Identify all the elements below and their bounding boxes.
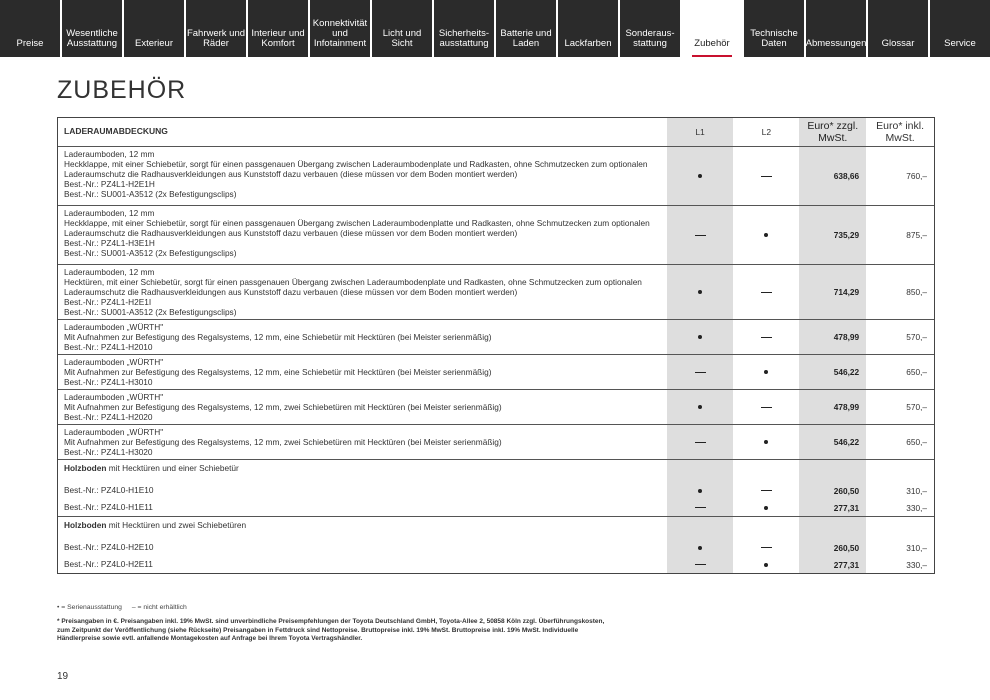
nav-tab-label: Preise xyxy=(16,38,44,49)
not-available-dash-icon xyxy=(695,235,706,236)
price-net xyxy=(799,517,866,539)
availability-l2 xyxy=(733,556,799,573)
order-number: Best.-Nr.: PZ4L0-H1E11 xyxy=(64,502,153,512)
table-row xyxy=(58,354,934,389)
product-name: Laderaumboden „WÜRTH" xyxy=(64,357,164,367)
nav-tab-label: Zubehör xyxy=(694,38,730,49)
availability-l2 xyxy=(733,482,799,499)
product-detail: Best.-Nr.: PZ4L1-H2E1H xyxy=(64,178,155,189)
nav-tab-label: Exterieur xyxy=(134,38,173,49)
price-footnote: * Preisangaben in €. Preisangaben inkl. 19% MwSt. sind unverbindliche Preisempfehlungen der Toyota Deutschland GmbH, Toyota-Allee 2, 50858 Köln zzgl. Überführungskosten, zum Zeitpunkt der Veröffentlichung (siehe Rückseite) Preisangaben in Fettdruck sind Nettopreise. Bruttopreise inkl. 19% MwSt. Bruttopreise inkl. 19% MwSt. Individuelle Händlerpreise sowie evtl. anfallende Montagekosten auf Anfrage bei Ihrem Toyota Vertragshändler. xyxy=(57,618,605,643)
row-description xyxy=(58,206,667,264)
price-gross: 650,– xyxy=(866,355,934,389)
availability-l2 xyxy=(733,460,799,482)
price-gross: 330,– xyxy=(866,556,934,573)
group-title xyxy=(58,517,667,539)
page-number: 19 xyxy=(57,671,69,682)
nav-tab-9[interactable] xyxy=(558,0,620,57)
group-header xyxy=(58,460,934,482)
nav-tab-4[interactable] xyxy=(248,0,310,57)
product-detail: Best.-Nr.: SU001-A3512 (2x Befestigungsclips) xyxy=(64,188,237,199)
header-price-net: Euro* zzgl. MwSt. xyxy=(799,118,866,146)
table-row xyxy=(58,264,934,319)
not-available-dash-icon xyxy=(761,176,772,177)
not-available-dash-icon xyxy=(695,372,706,373)
availability-l1 xyxy=(667,539,734,556)
nav-tab-label: Batterie und Laden xyxy=(500,28,552,49)
price-net: 546,22 xyxy=(799,355,866,389)
availability-l2 xyxy=(733,517,799,539)
order-number: Best.-Nr.: PZ4L0-H1E10 xyxy=(64,485,154,495)
availability-l1 xyxy=(667,460,734,482)
not-available-dash-icon xyxy=(695,507,706,508)
availability-l2 xyxy=(733,425,799,459)
availability-l2 xyxy=(733,539,799,556)
nav-tab-5[interactable] xyxy=(310,0,372,57)
header-category: LADERAUMABDECKUNG xyxy=(64,126,168,137)
availability-l1 xyxy=(667,206,734,264)
product-detail: Mit Aufnahmen zur Befestigung des Regalsystems, 12 mm, eine Schiebetür mit Hecktüren (bei Meister serienmäßig) xyxy=(64,331,492,342)
nav-tab-label: Interieur und Komfort xyxy=(251,28,305,49)
price-net: 277,31 xyxy=(799,556,866,573)
availability-l1 xyxy=(667,425,734,459)
availability-l2 xyxy=(733,206,799,264)
legend-not-available: – = nicht erhältlich xyxy=(131,604,187,611)
nav-tab-2[interactable] xyxy=(124,0,186,57)
product-name: Laderaumboden „WÜRTH" xyxy=(64,427,164,437)
standard-dot-icon xyxy=(698,290,702,294)
header-price-gross: Euro* inkl. MwSt. xyxy=(866,118,934,146)
standard-dot-icon xyxy=(698,405,702,409)
nav-tab-label: Glossar xyxy=(881,38,915,49)
table-header xyxy=(58,118,934,146)
group-title-bold: Holzboden xyxy=(64,520,107,530)
price-net: 546,22 xyxy=(799,425,866,459)
availability-l1 xyxy=(667,147,734,205)
standard-dot-icon xyxy=(698,546,702,550)
standard-dot-icon xyxy=(764,506,768,510)
price-net: 277,31 xyxy=(799,499,866,516)
product-detail: Best.-Nr.: SU001-A3512 (2x Befestigungsclips) xyxy=(64,306,237,317)
nav-tab-label: Sicherheits-ausstattung xyxy=(438,28,490,49)
price-net: 735,29 xyxy=(799,206,866,264)
group-title-bold: Holzboden xyxy=(64,463,107,473)
row-description xyxy=(58,320,667,354)
nav-tab-label: Technische Daten xyxy=(750,28,798,49)
price-net: 260,50 xyxy=(799,482,866,499)
availability-l1 xyxy=(667,517,734,539)
product-detail: Heckklappe, mit einer Schiebetür, sorgt für einen passgenauen Übergang zwischen Laderaumbodenplate und Radkasten, ohne Schmutzecken zum optionalen Laderaumschutz die Radhausverkleidungen aus Kunststoff dazu verbauen (diese müssen vor dem Boden montiert werden) xyxy=(64,158,648,179)
table-row xyxy=(58,205,934,264)
standard-dot-icon xyxy=(698,489,702,493)
price-gross xyxy=(866,460,934,482)
nav-tab-6[interactable] xyxy=(372,0,434,57)
price-net: 478,99 xyxy=(799,390,866,424)
nav-tab-label: Service xyxy=(944,38,976,49)
header-l1: L1 xyxy=(667,118,734,146)
table-row xyxy=(58,424,934,459)
table-group xyxy=(58,459,934,516)
product-detail: Best.-Nr.: PZ4L1-H2010 xyxy=(64,341,153,352)
nav-tab-label: Abmessungen xyxy=(805,38,867,49)
availability-l2 xyxy=(733,355,799,389)
not-available-dash-icon xyxy=(761,407,772,408)
nav-tab-8[interactable] xyxy=(496,0,558,57)
nav-tab-label: Sonderaus-stattung xyxy=(625,28,675,49)
product-name: Laderaumboden, 12 mm xyxy=(64,267,155,277)
accessories-table xyxy=(57,117,935,574)
availability-l1 xyxy=(667,320,734,354)
nav-tab-7[interactable] xyxy=(434,0,496,57)
group-title xyxy=(58,460,667,482)
nav-tab-0[interactable] xyxy=(0,0,62,57)
price-gross: 570,– xyxy=(866,390,934,424)
product-name: Laderaumboden, 12 mm xyxy=(64,208,155,218)
product-detail: Heckklappe, mit einer Schiebetür, sorgt für einen passgenauen Übergang zwischen Laderaumbodenplatte und Radkasten, ohne Schmutzecken zum optionalen Laderaumschutz die Radhausverkleidungen aus Kunststoff dazu verbauen (diese müssen vor dem Boden montiert werden) xyxy=(64,217,650,238)
availability-l1 xyxy=(667,265,734,319)
nav-tab-1[interactable] xyxy=(62,0,124,57)
availability-l1 xyxy=(667,355,734,389)
availability-l2 xyxy=(733,320,799,354)
not-available-dash-icon xyxy=(761,337,772,338)
order-number: Best.-Nr.: PZ4L0-H2E10 xyxy=(64,542,154,552)
table-row xyxy=(58,556,934,573)
standard-dot-icon xyxy=(764,440,768,444)
standard-dot-icon xyxy=(764,370,768,374)
order-number: Best.-Nr.: PZ4L0-H2E11 xyxy=(64,559,153,569)
not-available-dash-icon xyxy=(695,442,706,443)
nav-tab-14[interactable] xyxy=(868,0,930,57)
nav-tab-label: Licht und Sicht xyxy=(382,28,422,49)
not-available-dash-icon xyxy=(695,564,706,565)
table-row xyxy=(58,539,934,556)
group-title-rest: mit Hecktüren und zwei Schiebetüren xyxy=(106,520,247,530)
availability-l1 xyxy=(667,556,734,573)
nav-tab-10[interactable] xyxy=(620,0,682,57)
price-gross: 310,– xyxy=(866,482,934,499)
price-gross: 570,– xyxy=(866,320,934,354)
price-net: 638,66 xyxy=(799,147,866,205)
price-gross: 310,– xyxy=(866,539,934,556)
table-row xyxy=(58,389,934,424)
row-description xyxy=(58,390,667,424)
nav-tab-label: Lackfarben xyxy=(564,38,612,49)
table-row xyxy=(58,482,934,499)
table-row xyxy=(58,499,934,516)
product-name: Laderaumboden, 12 mm xyxy=(64,149,155,159)
page-title: ZUBEHÖR xyxy=(57,76,187,104)
availability-l2 xyxy=(733,390,799,424)
row-description xyxy=(58,265,667,319)
not-available-dash-icon xyxy=(761,490,772,491)
nav-tab-label: Fahrwerk und Räder xyxy=(186,28,246,49)
product-detail: Mit Aufnahmen zur Befestigung des Regalsystems, 12 mm, zwei Schiebetüren mit Hecktüren (bei Meister serienmäßig) xyxy=(64,436,502,447)
standard-dot-icon xyxy=(764,233,768,237)
price-gross: 330,– xyxy=(866,499,934,516)
availability-l1 xyxy=(667,390,734,424)
nav-tab-13[interactable] xyxy=(806,0,868,57)
price-net: 478,99 xyxy=(799,320,866,354)
legend xyxy=(57,604,195,611)
standard-dot-icon xyxy=(698,174,702,178)
row-description xyxy=(58,425,667,459)
product-name: Laderaumboden „WÜRTH" xyxy=(64,322,164,332)
nav-tab-3[interactable] xyxy=(186,0,248,57)
legend-standard: • = Serienausstattung xyxy=(57,604,122,611)
nav-tab-15[interactable] xyxy=(930,0,990,57)
product-detail: Best.-Nr.: PZ4L1-H3E1H xyxy=(64,237,155,248)
product-detail: Mit Aufnahmen zur Befestigung des Regalsystems, 12 mm, eine Schiebetür mit Hecktüren (bei Meister serienmäßig) xyxy=(64,366,492,377)
group-title-rest: mit Hecktüren und einer Schiebetür xyxy=(106,463,239,473)
standard-dot-icon xyxy=(764,563,768,567)
price-net xyxy=(799,460,866,482)
price-gross: 760,– xyxy=(866,147,934,205)
product-name: Laderaumboden „WÜRTH" xyxy=(64,392,164,402)
price-net: 260,50 xyxy=(799,539,866,556)
product-detail: Best.-Nr.: SU001-A3512 (2x Befestigungsclips) xyxy=(64,247,237,258)
price-gross xyxy=(866,517,934,539)
availability-l2 xyxy=(733,499,799,516)
row-description xyxy=(58,147,667,205)
nav-tab-11[interactable] xyxy=(682,0,744,57)
product-detail: Mit Aufnahmen zur Befestigung des Regalsystems, 12 mm, zwei Schiebetüren mit Hecktüren (bei Meister serienmäßig) xyxy=(64,401,502,412)
product-detail: Best.-Nr.: PZ4L1-H2E1I xyxy=(64,296,152,307)
table-group xyxy=(58,516,934,573)
product-detail: Best.-Nr.: PZ4L1-H3020 xyxy=(64,446,153,457)
nav-tab-label: Wesentliche Ausstattung xyxy=(66,28,118,49)
price-gross: 850,– xyxy=(866,265,934,319)
table-row xyxy=(58,146,934,205)
availability-l2 xyxy=(733,265,799,319)
price-gross: 650,– xyxy=(866,425,934,459)
product-detail: Best.-Nr.: PZ4L1-H2020 xyxy=(64,411,153,422)
availability-l1 xyxy=(667,499,734,516)
product-detail: Hecktüren, mit einer Schiebetür, sorgt für einen passgenauen Übergang zwischen Laderaumbodenplate und Radkasten, ohne Schmutzecken zum optionalen Laderaumschutz die Radhausverkleidungen aus Kunststoff dazu verbauen (diese müssen vor dem Boden montiert werden) xyxy=(64,276,642,297)
table-row xyxy=(58,319,934,354)
row-description xyxy=(58,355,667,389)
group-header xyxy=(58,517,934,539)
top-navigation xyxy=(0,0,990,57)
availability-l2 xyxy=(733,147,799,205)
price-net: 714,29 xyxy=(799,265,866,319)
not-available-dash-icon xyxy=(761,547,772,548)
nav-tab-12[interactable] xyxy=(744,0,806,57)
standard-dot-icon xyxy=(698,335,702,339)
header-l2: L2 xyxy=(733,118,799,146)
not-available-dash-icon xyxy=(761,292,772,293)
nav-tab-label: Konnektivität und Infotainment xyxy=(312,18,368,49)
product-detail: Best.-Nr.: PZ4L1-H3010 xyxy=(64,376,153,387)
price-gross: 875,– xyxy=(866,206,934,264)
availability-l1 xyxy=(667,482,734,499)
